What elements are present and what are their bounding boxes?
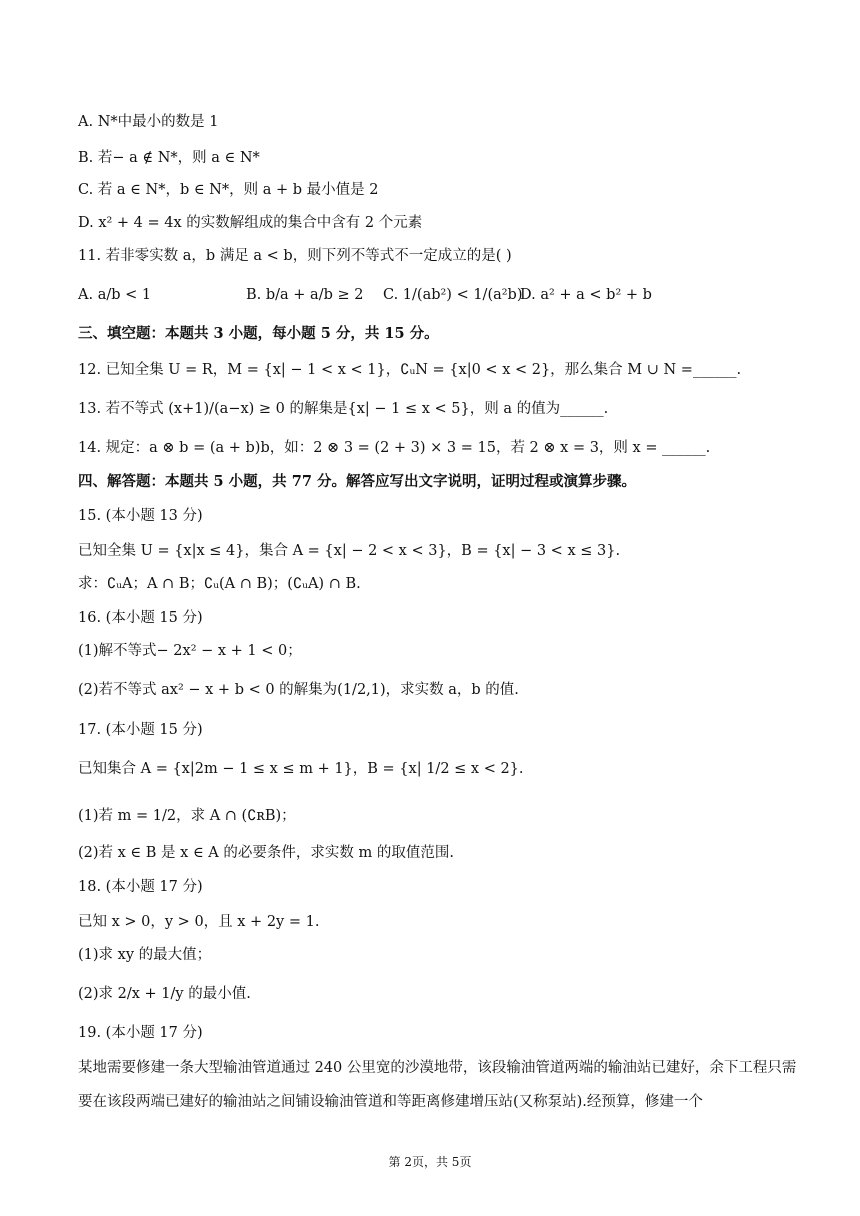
q18-part2: (2)求 2/x + 1/y 的最小值. bbox=[78, 986, 251, 1002]
q11-option-d: D. a² + a < b² + b bbox=[520, 287, 652, 303]
q16-header: 16. (本小题 15 分) bbox=[78, 610, 203, 626]
q10-option-d: D. x² + 4 = 4x 的实数解组成的集合中含有 2 个元素 bbox=[78, 215, 423, 231]
q18-line1: 已知 x > 0，y > 0，且 x + 2y = 1. bbox=[78, 914, 320, 930]
q17-part2: (2)若 x ∈ B 是 x ∈ A 的必要条件，求实数 m 的取值范围. bbox=[78, 845, 454, 861]
q18-header: 18. (本小题 17 分) bbox=[78, 879, 203, 895]
section-3-heading: 三、填空题：本题共 3 小题，每小题 5 分，共 15 分。 bbox=[78, 325, 439, 342]
section-4-heading: 四、解答题：本题共 5 小题，共 77 分。解答应写出文字说明，证明过程或演算步骤。 bbox=[78, 473, 636, 490]
q17-line1: 已知集合 A = {x|2m − 1 ≤ x ≤ m + 1}，B = {x| 1/2 ≤ x < 2}. bbox=[78, 761, 524, 777]
q15-line2: 求：∁ᵤA；A ∩ B；∁ᵤ(A ∩ B)；(∁ᵤA) ∩ B. bbox=[78, 576, 361, 592]
q10-option-c: C. 若 a ∈ N*，b ∈ N*，则 a + b 最小值是 2 bbox=[78, 182, 379, 198]
q17-header: 17. (本小题 15 分) bbox=[78, 722, 203, 738]
page-footer: 第 2页，共 5页 bbox=[388, 1155, 472, 1169]
q16-part2: (2)若不等式 ax² − x + b < 0 的解集为(1/2,1)，求实数 a，b 的值. bbox=[78, 682, 519, 698]
q17-part1: (1)若 m = 1/2，求 A ∩ (∁ʀB)； bbox=[78, 808, 296, 824]
q11-option-b: B. b/a + a/b ≥ 2 bbox=[246, 287, 364, 303]
q11-option-a: A. a/b < 1 bbox=[78, 287, 152, 303]
q18-part1: (1)求 xy 的最大值； bbox=[78, 947, 212, 963]
q10-option-a: A. N*中最小的数是 1 bbox=[78, 114, 219, 130]
q15-line1: 已知全集 U = {x|x ≤ 4}，集合 A = {x| − 2 < x < 3}，B = {x| − 3 < x ≤ 3}. bbox=[78, 543, 621, 559]
q11-stem: 11. 若非零实数 a，b 满足 a < b，则下列不等式不一定成立的是( ) bbox=[78, 248, 512, 264]
q19-body: 某地需要修建一条大型输油管道通过 240 公里宽的沙漠地带，该段输油管道两端的输油站已建好，余下工程只需要在该段两端已建好的输油站之间铺设输油管道和等距离修建增压站(又称泵站).经预算，修建一个 bbox=[78, 1060, 797, 1110]
q11-option-c: C. 1/(ab²) < 1/(a²b) bbox=[383, 287, 523, 303]
q10-option-b: B. 若− a ∉ N*，则 a ∈ N* bbox=[78, 150, 260, 166]
q11-options bbox=[78, 285, 800, 305]
q14: 14. 规定：a ⊗ b = (a + b)b，如：2 ⊗ 3 = (2 + 3) × 3 = 15，若 2 ⊗ x = 3，则 x = ______. bbox=[78, 440, 711, 456]
q15-header: 15. (本小题 13 分) bbox=[78, 508, 203, 524]
q19-header: 19. (本小题 17 分) bbox=[78, 1025, 203, 1041]
q16-part1: (1)解不等式− 2x² − x + 1 < 0； bbox=[78, 643, 302, 659]
q12: 12. 已知全集 U = R，M = {x| − 1 < x < 1}，∁ᵤN = {x|0 < x < 2}，那么集合 M ∪ N =______. bbox=[78, 362, 742, 378]
q13: 13. 若不等式 (x+1)/(a−x) ≥ 0 的解集是{x| − 1 ≤ x < 5}，则 a 的值为______. bbox=[78, 401, 609, 417]
